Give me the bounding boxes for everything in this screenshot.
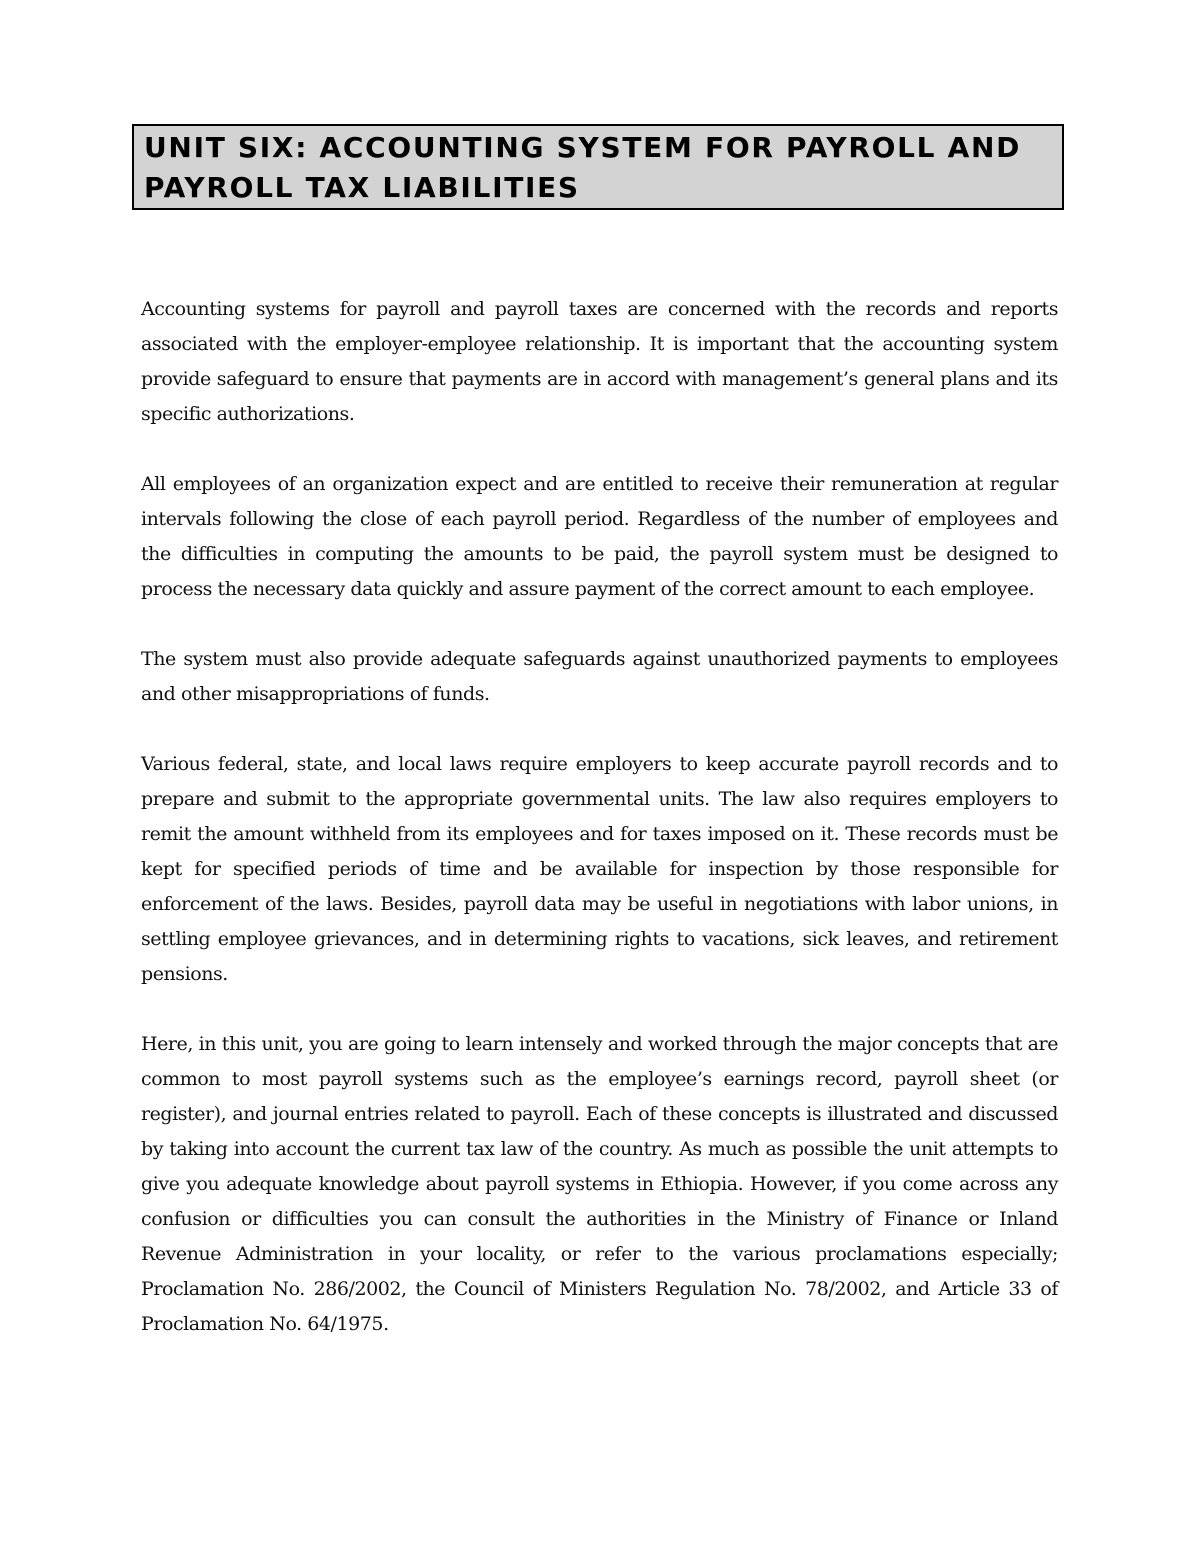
document-body: [141, 292, 1058, 1377]
paragraph-remuneration: All employees of an organization expect and are entitled to receive their remuneration at regular intervals following the close of each payroll period. Regardless of the number of employees and the difficulties in computing the amounts to be paid, the payroll system must be designed to process the necessary data quickly and assure payment of the correct amount to each employee.: [141, 473, 1058, 600]
paragraph-unit-overview: Here, in this unit, you are going to learn intensely and worked through the major concepts that are common to most payroll systems such as the employee’s earnings record, payroll sheet (or register), and journal entries related to payroll. Each of these concepts is illustrated and discussed by taking into account the current tax law of the country. As much as possible the unit attempts to give you adequate knowledge about payroll systems in Ethiopia. However, if you come across any confusion or difficulties you can consult the authorities in the Ministry of Finance or Inland Revenue Administration in your locality, or refer to the various proclamations especially; Proclamation No. 286/2002, the Council of Ministers Regulation No. 78/2002, and Article 33 of Proclamation No. 64/1975.: [141, 1033, 1058, 1335]
paragraph-intro: Accounting systems for payroll and payroll taxes are concerned with the records and reports associated with the employer-employee relationship. It is important that the accounting system provide safeguard to ensure that payments are in accord with management’s general plans and its specific authorizations.: [141, 298, 1058, 425]
unit-title-box: [132, 124, 1064, 210]
paragraph-laws: Various federal, state, and local laws require employers to keep accurate payroll records and to prepare and submit to the appropriate governmental units. The law also requires employers to remit the amount withheld from its employees and for taxes imposed on it. These records must be kept for specified periods of time and be available for inspection by those responsible for enforcement of the laws. Besides, payroll data may be useful in negotiations with labor unions, in settling employee grievances, and in determining rights to vacations, sick leaves, and retirement pensions.: [141, 753, 1058, 985]
paragraph-safeguards: The system must also provide adequate safeguards against unauthorized payments to employees and other misappropriations of funds.: [141, 648, 1058, 705]
unit-title: UNIT SIX: ACCOUNTING SYSTEM FOR PAYROLL AND PAYROLL TAX LIABILITIES: [144, 131, 1022, 204]
